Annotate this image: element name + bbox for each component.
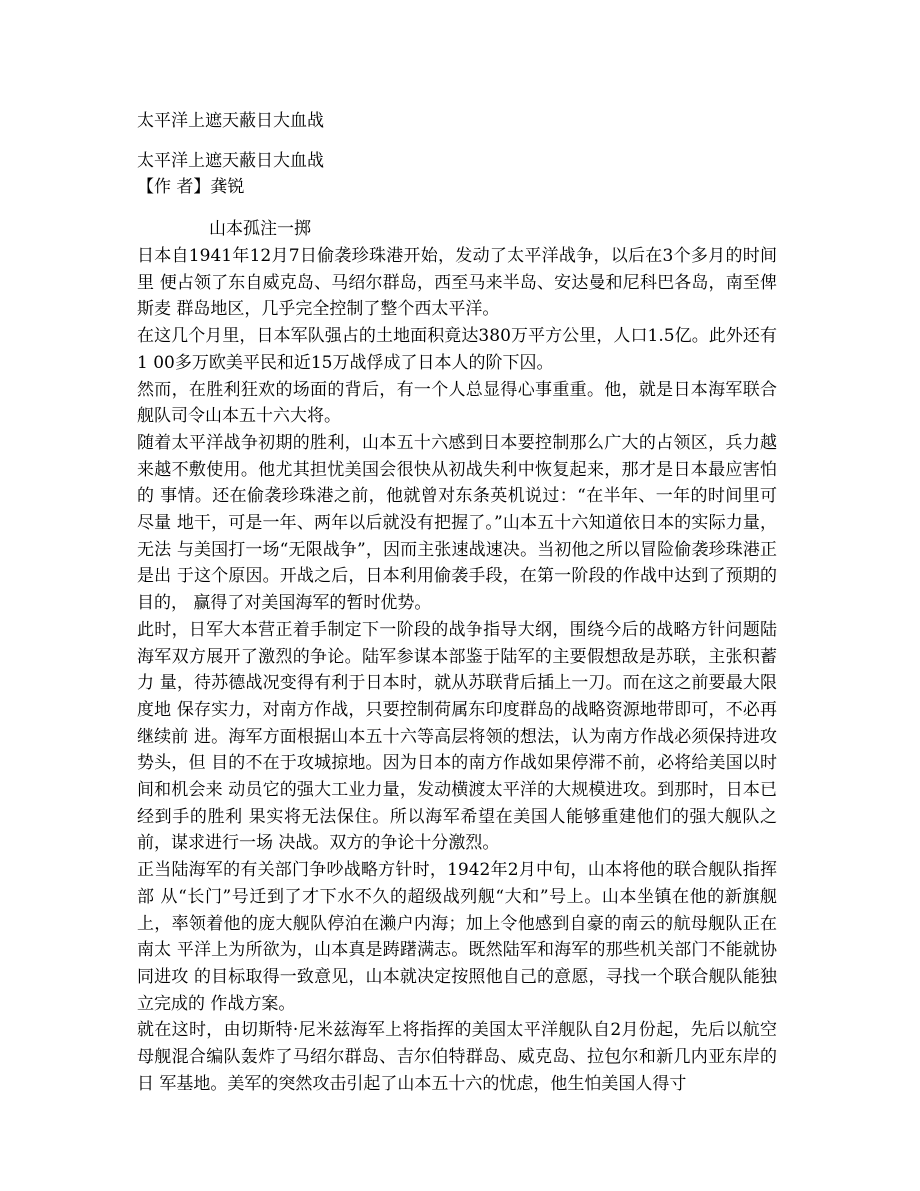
paragraph: 正当陆海军的有关部门争吵战略方针时，1942年2月中旬，山本将他的联合舰队指挥部 从“长门”号迁到了才下水不久的超级战列舰“大和”号上。山本坐镇在他的新旗舰上，率领着他的庞大舰队停泊在濑户内海；加上令他感到自豪的南云的航母舰队正在南太 平洋上为所欲为，山本真是踌躇满志。既然陆军和海军的那些机关部门不能就协同进攻 的目标取得一致意见，山本就决定按照他自己的意愿，寻找一个联合舰队能独立完成的 作战方案。 bbox=[137, 860, 777, 1014]
paragraph: 此时，日军大本营正着手制定下一阶段的战争指导大纲，围绕今后的战略方针问题陆 海军双方展开了激烈的争论。陆军参谋本部鉴于陆军的主要假想敌是苏联，主张积蓄力 量，待苏德战况变得有利于日本时，就从苏联背后插上一刀。而在这之前要最大限度地 保存实力，对南方作战，只要控制荷属东印度群岛的战略资源地带即可，不必再继续前 进。海军方面根据山本五十六等高层将领的想法，认为南方作战必须保持进攻势头，但 目的不在于攻城掠地。因为日本的南方作战如果停滞不前，必将给美国以时间和机会来 动员它的强大工业力量，发动横渡太平洋的大规模进攻。到那时，日本已经到手的胜利 果实将无法保住。所以海军希望在美国人能够重建他们的强大舰队之前，谋求进行一场 决战。双方的争论十分激烈。 bbox=[137, 619, 777, 854]
document-title: 太平洋上遮天蔽日大血战 bbox=[137, 111, 324, 131]
paragraph: 然而，在胜利狂欢的场面的背后，有一个人总显得心事重重。他，就是日本海军联合 舰队司令山本五十六大将。 bbox=[137, 379, 777, 427]
section-title: 山本孤注一掷 bbox=[209, 219, 311, 239]
author-line: 【作 者】龚锐 bbox=[137, 177, 245, 197]
paragraph: 随着太平洋战争初期的胜利，山本五十六感到日本要控制那么广大的占领区，兵力越 来越不敷使用。他尤其担忧美国会很快从初战失利中恢复起来，那才是日本最应害怕的 事情。还在偷袭珍珠港之前，他就曾对东条英机说过：“在半年、一年的时间里可尽量 地干，可是一年、两年以后就没有把握了。”山本五十六知道依日本的实际力量，无法 与美国打一场“无限战争”，因而主张速战速决。当初他之所以冒险偷袭珍珠港正是出 于这个原因。开战之后，日本利用偷袭手段，在第一阶段的作战中达到了预期的目的， 赢得了对美国海军的暂时优势。 bbox=[137, 432, 777, 614]
article-heading: 太平洋上遮天蔽日大血战 bbox=[137, 151, 324, 171]
paragraph: 日本自1941年12月7日偷袭珍珠港开始，发动了太平洋战争，以后在3个多月的时间里 便占领了东自威克岛、马绍尔群岛，西至马来半岛、安达曼和尼科巴各岛，南至俾斯麦 群岛地区，几乎完全控制了整个西太平洋。 bbox=[137, 246, 777, 320]
paragraph: 就在这时，由切斯特·尼米兹海军上将指挥的美国太平洋舰队自2月份起，先后以航空 母舰混合编队轰炸了马绍尔群岛、吉尔伯特群岛、威克岛、拉包尔和新几内亚东岸的日 军基地。美军的突然攻击引起了山本五十六的忧虑，他生怕美国人得寸 bbox=[137, 1020, 777, 1094]
paragraph: 在这几个月里，日本军队强占的土地面积竟达380万平方公里，人口1.5亿。此外还有1 00多万欧美平民和近15万战俘成了日本人的阶下囚。 bbox=[137, 326, 777, 373]
article-body bbox=[137, 243, 777, 1098]
